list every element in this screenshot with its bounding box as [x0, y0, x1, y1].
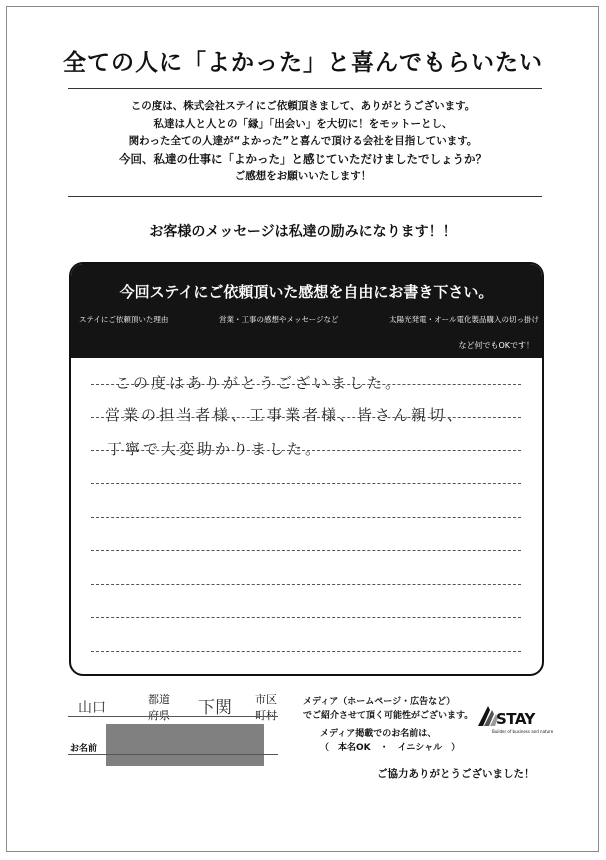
intro-question: 今回、私達の仕事に「よかった」と感じていただけましたでしょうか？	[119, 151, 487, 166]
thanks-message: ご協力ありがとうございました！	[377, 768, 535, 780]
writing-line	[91, 550, 521, 551]
name-redacted	[106, 724, 264, 766]
writing-line	[91, 584, 521, 585]
writing-line	[91, 517, 521, 518]
name-underline	[68, 754, 278, 755]
intro-line-3: 関わった全ての人達が“よかった”と喜んで頂ける会社を目指しています。	[128, 135, 478, 147]
prefecture-label-bottom: 府県	[148, 709, 170, 722]
feedback-card	[69, 262, 544, 676]
page-title: 全ての人に「よかった」と喜んでもらいたい	[63, 50, 543, 76]
city-handwritten: 下関	[198, 698, 232, 718]
stay-logo-text: STAY	[496, 710, 535, 728]
prefecture-label	[148, 691, 170, 723]
writing-line	[91, 651, 521, 652]
intro-text	[0, 98, 606, 186]
card-title: 今回ステイにご依頼頂いた感想を自由にお書き下さい。	[119, 283, 494, 301]
name-label: お名前	[70, 744, 98, 754]
divider-bottom	[68, 196, 542, 197]
stay-logo-tagline: Builder of business and nature	[492, 729, 554, 734]
handwritten-line-3: 丁寧で大変助かりました。	[107, 440, 324, 458]
media-line-3: メディア掲載でのお名前は、	[320, 729, 437, 739]
handwritten-line-1: この度はありがとうございました。	[115, 374, 404, 392]
prefecture-handwritten: 山口	[78, 700, 106, 716]
writing-line	[91, 483, 521, 484]
card-topics	[79, 314, 539, 325]
topic-trigger: 太陽光発電・オール電化製品購入の切っ掛け	[389, 315, 539, 324]
divider-top	[68, 88, 542, 89]
intro-request: ご感想をお願いいたします！	[234, 170, 372, 182]
intro-line-1: この度は、株式会社ステイにご依頼頂きまして、ありがとうございます。	[130, 100, 476, 112]
topic-reason: ステイにご依頼頂いた理由	[79, 315, 169, 324]
intro-line-2: 私達は人と人との「縁」「出会い」を大切に！をモットーとし、	[153, 117, 453, 130]
address-underline	[68, 716, 278, 717]
prefecture-label-top: 都道	[148, 693, 170, 706]
city-label	[255, 691, 277, 723]
lead-message: お客様のメッセージは私達の励みになります！！	[149, 224, 457, 240]
city-label-top: 市区	[255, 693, 277, 706]
writing-line	[91, 617, 521, 618]
card-note: など何でもOKです！	[458, 341, 534, 350]
media-line-2: でご紹介させて頂く可能性がございます。	[303, 711, 474, 721]
city-label-bottom: 町村	[255, 709, 277, 722]
media-line-1: メディア（ホームページ・広告など）	[303, 697, 456, 707]
handwritten-line-2: 営業の担当者様、工事業者様、皆さん親切、	[105, 406, 466, 424]
media-line-4: （ 本名OK ・ イニシャル ）	[320, 743, 461, 753]
card-header	[71, 264, 542, 358]
topic-impressions: 営業・工事の感想やメッセージなど	[218, 315, 339, 324]
stay-logo	[474, 702, 554, 738]
